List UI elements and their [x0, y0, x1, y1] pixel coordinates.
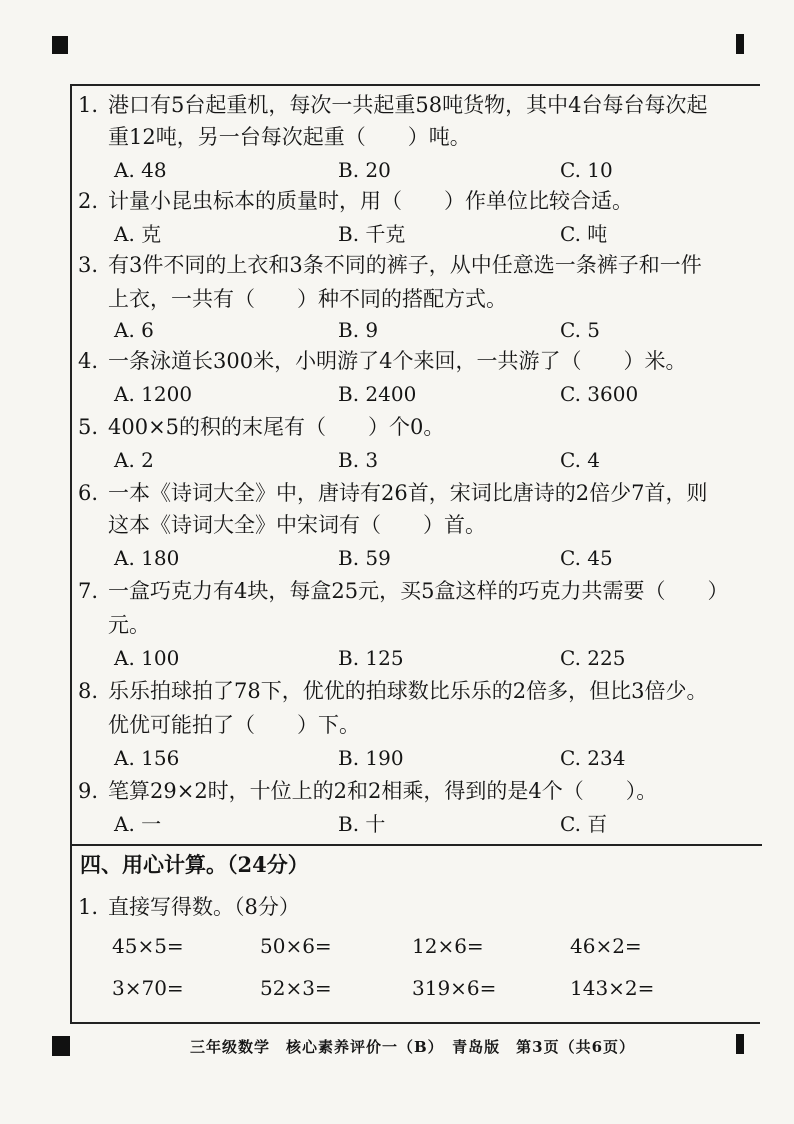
calc-item: 3×70=	[112, 976, 184, 1000]
option-a[interactable]: A. 1200	[114, 382, 193, 406]
option-c[interactable]: C. 百	[560, 812, 608, 836]
option-b[interactable]: B. 3	[338, 448, 379, 472]
option-a[interactable]: A. 100	[114, 646, 180, 670]
question-text: 有3件不同的上衣和3条不同的裤子，从中任意选一条裤子和一件	[108, 253, 702, 277]
registration-mark-bottom-left	[52, 1036, 70, 1056]
question-text: 这本《诗词大全》中宋词有（ ）首。	[108, 513, 486, 537]
calc-item: 45×5=	[112, 934, 184, 958]
option-c[interactable]: C. 234	[560, 746, 626, 770]
exam-sheet	[70, 84, 760, 1024]
section-title: 四、用心计算。（24分）	[80, 852, 309, 877]
question-text: 港口有5台起重机，每次一共起重58吨货物，其中4台每台每次起	[108, 93, 708, 117]
question-text: 上衣，一共有（ ）种不同的搭配方式。	[108, 287, 507, 311]
calc-item: 52×3=	[260, 976, 332, 1000]
option-c[interactable]: C. 5	[560, 318, 601, 342]
question-number: 4.	[78, 349, 99, 373]
option-c[interactable]: C. 225	[560, 646, 626, 670]
question-number: 5.	[78, 415, 99, 439]
calc-item: 46×2=	[570, 934, 642, 958]
option-b[interactable]: B. 59	[338, 546, 391, 570]
question-number: 2.	[78, 189, 99, 213]
subsection-number: 1.	[78, 895, 99, 919]
question-number: 9.	[78, 779, 99, 803]
question-text: 乐乐拍球拍了78下，优优的拍球数比乐乐的2倍多，但比3倍少。	[108, 679, 708, 703]
question-number: 8.	[78, 679, 99, 703]
subsection-text: 直接写得数。（8分）	[108, 895, 300, 919]
page-footer: 三年级数学 核心素养评价一（B） 青岛版 第3页（共6页）	[190, 1038, 636, 1056]
question-text: 优优可能拍了（ ）下。	[108, 713, 360, 737]
registration-mark-top-left	[52, 36, 68, 54]
option-a[interactable]: A. 180	[114, 546, 180, 570]
option-b[interactable]: B. 千克	[338, 222, 406, 246]
option-c[interactable]: C. 10	[560, 158, 613, 182]
question-number: 3.	[78, 253, 99, 277]
registration-mark-top-right	[736, 34, 744, 54]
question-number: 1.	[78, 93, 99, 117]
option-c[interactable]: C. 吨	[560, 222, 608, 246]
question-number: 6.	[78, 481, 99, 505]
option-a[interactable]: A. 一	[114, 812, 162, 836]
option-c[interactable]: C. 45	[560, 546, 613, 570]
registration-mark-bottom-right	[736, 1034, 744, 1054]
option-a[interactable]: A. 克	[114, 222, 162, 246]
option-a[interactable]: A. 2	[114, 448, 154, 472]
question-text: 计量小昆虫标本的质量时，用（ ）作单位比较合适。	[108, 189, 633, 213]
question-text: 重12吨，另一台每次起重（ ）吨。	[108, 125, 471, 149]
option-b[interactable]: B. 125	[338, 646, 404, 670]
question-text: 一条泳道长300米，小明游了4个来回，一共游了（ ）米。	[108, 349, 687, 373]
option-b[interactable]: B. 20	[338, 158, 391, 182]
question-text: 一本《诗词大全》中，唐诗有26首，宋词比唐诗的2倍少7首，则	[108, 481, 708, 505]
option-b[interactable]: B. 2400	[338, 382, 417, 406]
option-b[interactable]: B. 190	[338, 746, 404, 770]
option-a[interactable]: A. 156	[114, 746, 180, 770]
option-a[interactable]: A. 6	[114, 318, 154, 342]
option-b[interactable]: B. 9	[338, 318, 379, 342]
question-text: 一盒巧克力有4块，每盒25元，买5盒这样的巧克力共需要（ ）	[108, 579, 729, 603]
question-text: 元。	[108, 613, 150, 637]
option-a[interactable]: A. 48	[114, 158, 167, 182]
option-c[interactable]: C. 3600	[560, 382, 639, 406]
question-text: 笔算29×2时，十位上的2和2相乘，得到的是4个（ ）。	[108, 779, 658, 803]
section-divider	[72, 844, 762, 846]
calc-item: 12×6=	[412, 934, 484, 958]
option-c[interactable]: C. 4	[560, 448, 601, 472]
question-text: 400×5的积的末尾有（ ）个0。	[108, 415, 445, 439]
calc-item: 143×2=	[570, 976, 655, 1000]
question-number: 7.	[78, 579, 99, 603]
calc-item: 319×6=	[412, 976, 497, 1000]
option-b[interactable]: B. 十	[338, 812, 386, 836]
calc-item: 50×6=	[260, 934, 332, 958]
